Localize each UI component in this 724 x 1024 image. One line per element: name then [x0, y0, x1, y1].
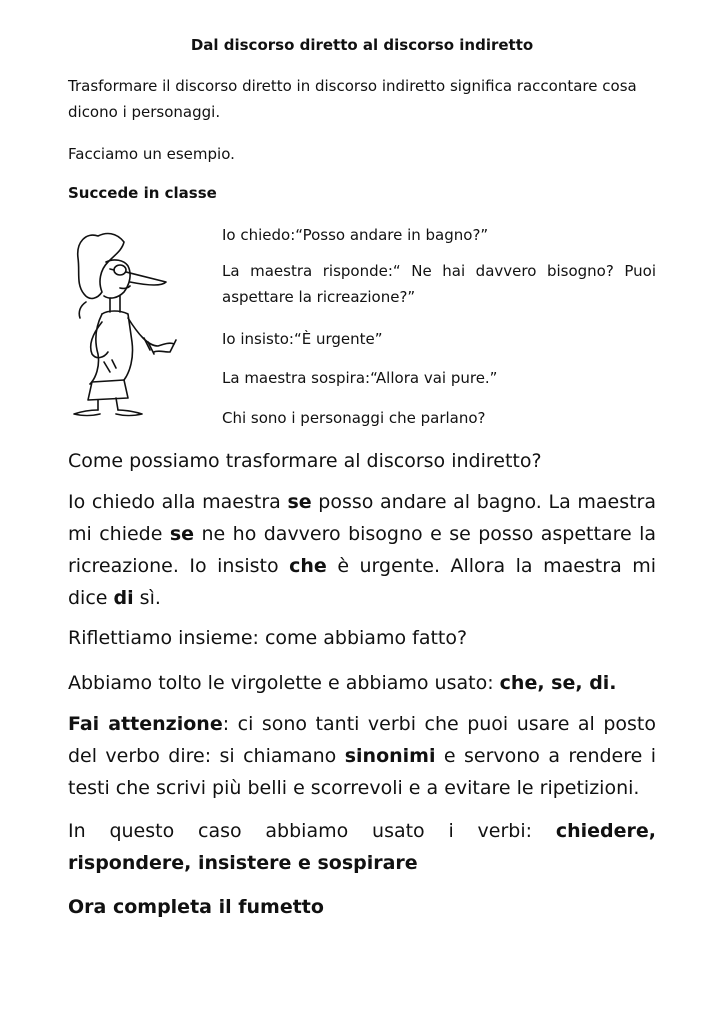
verbs-bold: chiedere, rispondere, insistere e sospirare: [68, 820, 656, 874]
attention-text: e servono a rendere i testi che scrivi più belli e scorrevoli e a evitare le ripetizioni.: [68, 745, 657, 799]
keyword-che: che: [289, 555, 327, 577]
teacher-cartoon-icon: [58, 222, 178, 418]
reflect-line: Riflettiamo insieme: come abbiamo fatto?: [68, 627, 468, 649]
answer-text: sì.: [133, 587, 161, 609]
keyword-sinonimi: sinonimi: [344, 745, 436, 767]
answer-text: posso andare al bagno. La maestra mi chiede: [68, 491, 657, 545]
verbs-text: In questo caso abbiamo usato i verbi:: [68, 820, 556, 842]
dialogue-line: La maestra risponde:“ Ne hai davvero bisogno? Puoi aspettare la ricreazione?”: [222, 262, 656, 306]
dialogue-line: Io chiedo:“Posso andare in bagno?”: [222, 226, 489, 244]
intro-paragraph: Trasformare il discorso diretto in discorso indiretto significa raccontare cosa dicono i personaggi.: [68, 77, 637, 121]
section-heading: Succede in classe: [68, 184, 217, 202]
attention-text: : ci sono tanti verbi che puoi usare al posto del verbo dire: si chiamano: [68, 713, 656, 767]
keyword-se: se: [287, 491, 312, 513]
final-instruction: Ora completa il fumetto: [68, 896, 324, 918]
dialogue-line: Io insisto:“È urgente”: [222, 330, 383, 348]
answer-paragraph: [68, 486, 656, 614]
verbs-paragraph: [68, 815, 656, 879]
example-intro: Facciamo un esempio.: [68, 145, 235, 163]
dialogue-question: Chi sono i personaggi che parlano?: [222, 409, 486, 427]
dialogue-line: La maestra sospira:“Allora vai pure.”: [222, 369, 498, 387]
keyword-se: se: [169, 523, 195, 545]
used-words-line: [68, 667, 656, 699]
answer-text: Io chiedo alla maestra: [68, 491, 288, 513]
keyword-di: di: [113, 587, 134, 609]
question-heading: Come possiamo trasformare al discorso indiretto?: [68, 450, 542, 472]
answer-text: ne ho davvero bisogno e se posso aspettare la ricreazione. Io insisto: [68, 523, 657, 577]
page-title: Dal discorso diretto al discorso indiretto: [190, 36, 534, 54]
answer-text: è urgente. Allora la maestra mi dice: [68, 555, 656, 609]
attention-paragraph: [68, 708, 656, 804]
attention-label: Fai attenzione: [68, 713, 223, 735]
used-words-text: Abbiamo tolto le virgolette e abbiamo usato:: [68, 672, 500, 694]
used-words-bold: che, se, di.: [499, 672, 617, 694]
